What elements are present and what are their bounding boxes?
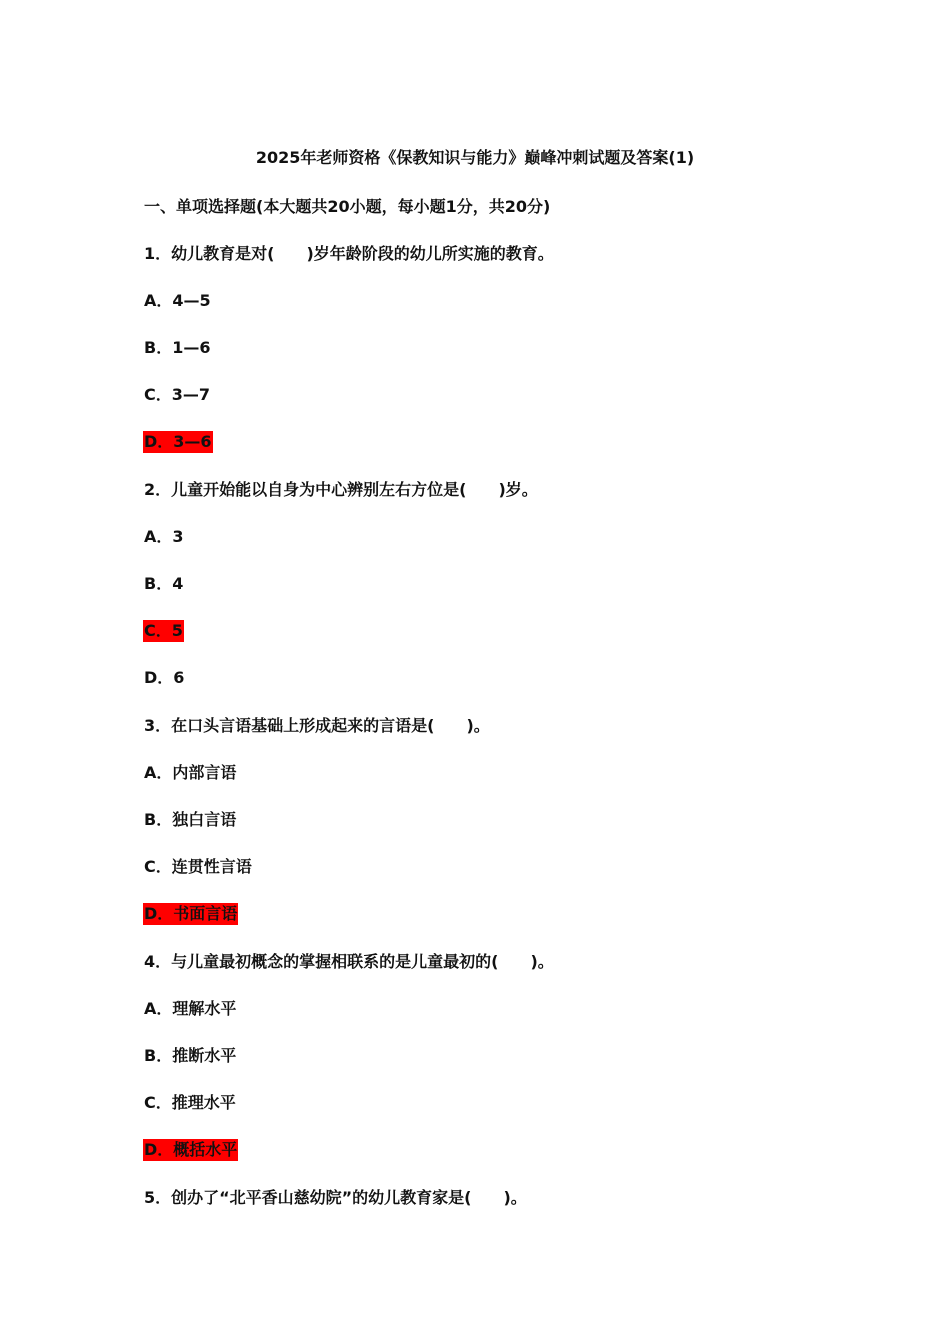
question-3-option-d-answer: D．书面言语 [144,904,238,923]
question-4-option-b: B．推断水平 [144,1046,237,1065]
question-3-stem: 3．在口头言语基础上形成起来的言语是( )。 [144,716,490,735]
section-heading: 一、单项选择题(本大题共20小题，每小题1分，共20分) [144,197,551,216]
question-4-option-a: A．理解水平 [144,999,237,1018]
question-2-stem: 2．儿童开始能以自身为中心辨别左右方位是( )岁。 [144,480,538,499]
question-2-option-d: D．6 [144,668,185,687]
question-2-option-c-answer: C．5 [144,621,183,640]
question-4-option-d-answer: D．概括水平 [144,1140,238,1159]
document-title: 2025年老师资格《保教知识与能力》巅峰冲刺试题及答案(1) [255,148,695,167]
question-3-option-c: C．连贯性言语 [144,857,252,876]
question-1-stem: 1．幼儿教育是对( )岁年龄阶段的幼儿所实施的教育。 [144,244,554,263]
question-1-option-d-answer: D．3—6 [144,432,212,451]
question-3-option-b: B．独白言语 [144,810,237,829]
question-1-option-c: C．3—7 [144,385,211,404]
question-1-option-b: B．1—6 [144,338,211,357]
question-1-option-a: A．4—5 [144,291,211,310]
question-4-option-c: C．推理水平 [144,1093,236,1112]
question-2-option-a: A．3 [144,527,184,546]
question-2-option-b: B．4 [144,574,184,593]
question-5-stem: 5．创办了“北平香山慈幼院”的幼儿教育家是( )。 [144,1188,527,1207]
question-4-stem: 4．与儿童最初概念的掌握相联系的是儿童最初的( )。 [144,952,554,971]
question-3-option-a: A．内部言语 [144,763,237,782]
